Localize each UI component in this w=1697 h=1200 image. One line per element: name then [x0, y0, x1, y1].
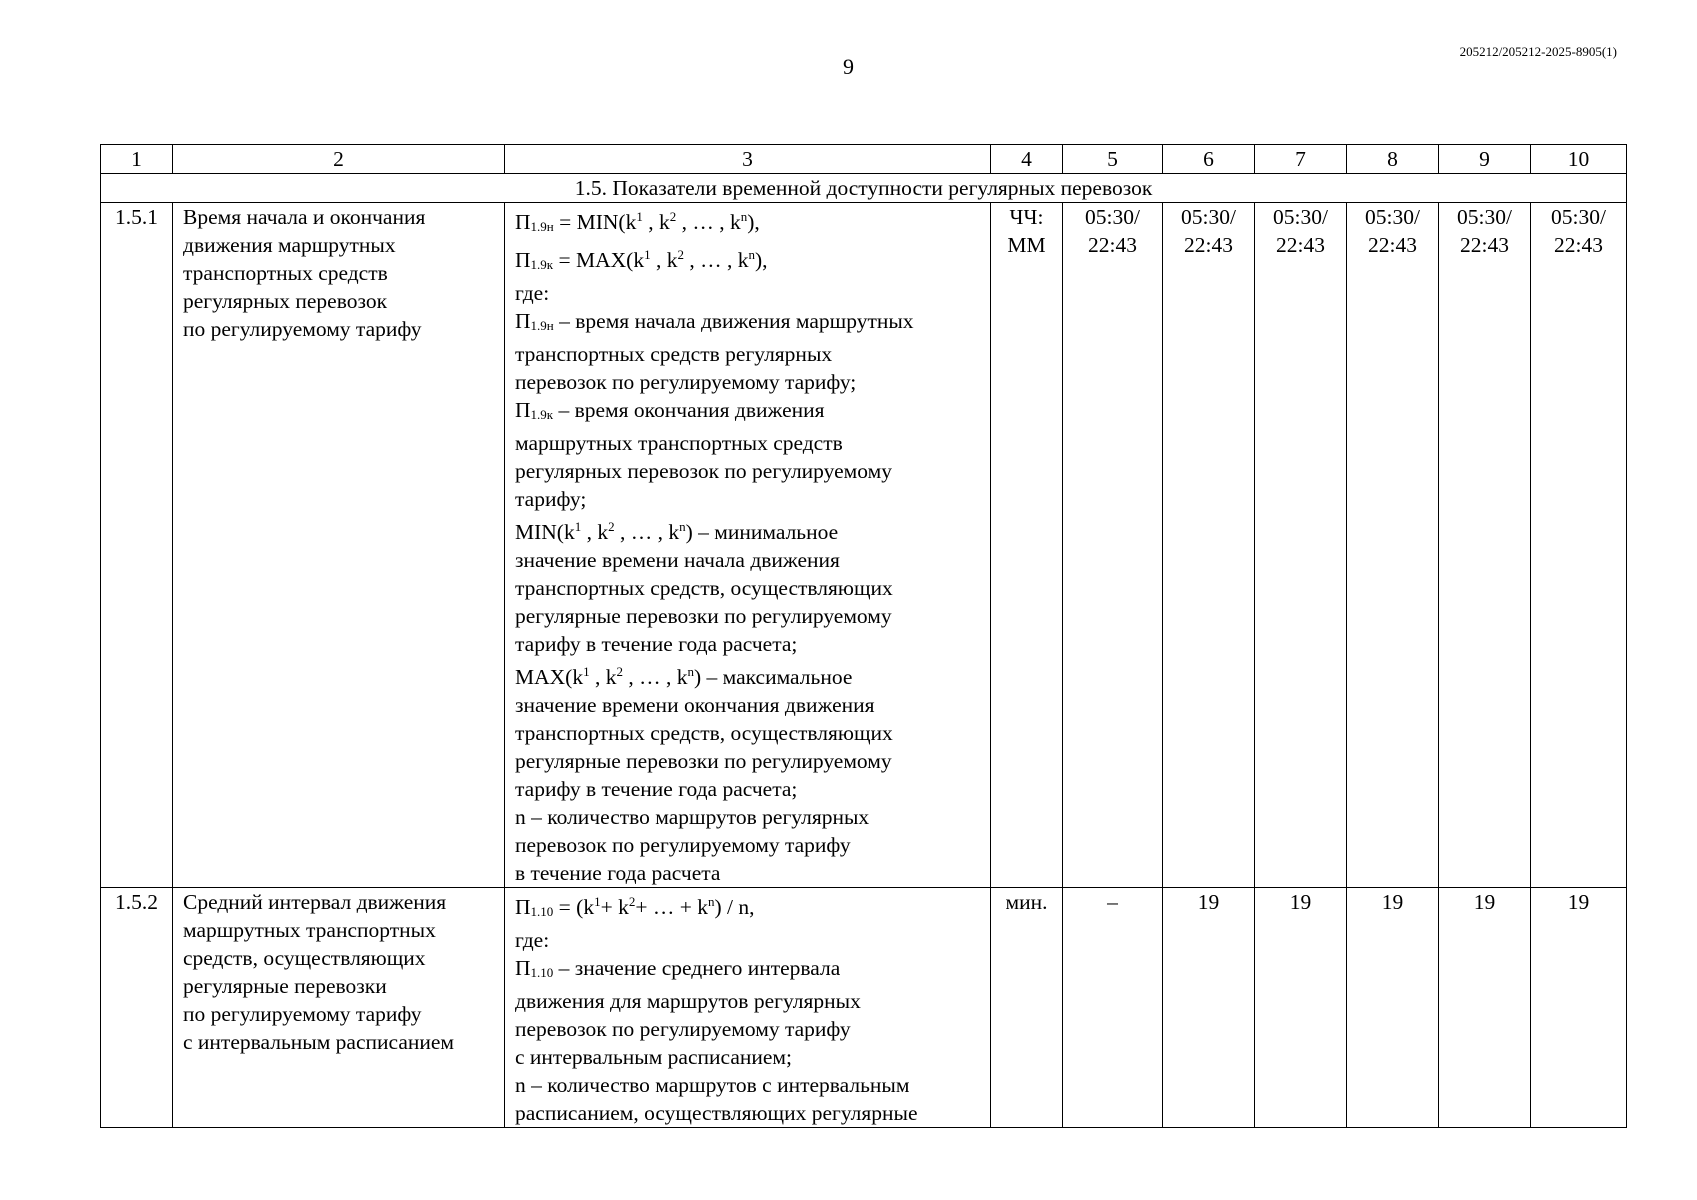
definition-line: перевозок по регулируемому тарифу: [515, 833, 851, 857]
indicator-name: [173, 203, 505, 888]
table-row: [101, 203, 1627, 888]
indicator-name-line: с интервальным расписанием: [183, 1030, 455, 1054]
value-cell: 19: [1163, 888, 1255, 1128]
definition-start: $MIN(k^1$ , $k^2$ , … , $k^n$) – минимальное: [515, 519, 839, 544]
definition-line: движения для маршрутов регулярных: [515, 989, 861, 1013]
calculation-method: [505, 888, 991, 1128]
value-cell: [1531, 203, 1627, 888]
value-line: 05:30/: [1457, 205, 1512, 229]
definition-line: n – количество маршрутов с интервальным: [515, 1073, 910, 1097]
definition-line: тарифу в течение года расчета;: [515, 632, 798, 656]
definition-line: расписанием, осуществляющих регулярные: [515, 1101, 918, 1125]
document-id: 205212/205212-2025-8905(1): [1459, 44, 1617, 59]
column-number: 9: [1439, 145, 1531, 174]
unit: [991, 203, 1063, 888]
column-number-row: [101, 145, 1627, 174]
where-label: где:: [515, 281, 550, 305]
value-cell: [1255, 203, 1347, 888]
definition-line: регулярных перевозок по регулируемому: [515, 459, 892, 483]
indicator-name-line: средств, осуществляющих: [183, 946, 426, 970]
definition-line: значение времени начала движения: [515, 548, 840, 572]
page-number: 9: [843, 54, 854, 79]
unit-line: ММ: [1007, 233, 1046, 257]
indicator-name-line: регулярных перевозок: [183, 289, 388, 313]
value-line: 05:30/: [1551, 205, 1606, 229]
definition-line: перевозок по регулируемому тарифу;: [515, 370, 857, 394]
calculation-method: [505, 203, 991, 888]
definition-start: $MAX(k^1$ , $k^2$ , … , $k^n$) – максимальное: [515, 664, 853, 689]
column-number: 2: [173, 145, 505, 174]
value-line: 22:43: [1460, 233, 1509, 257]
definition-line: регулярные перевозки по регулируемому: [515, 749, 892, 773]
formula-average: $П1.10 = (k^1+ k^2+$ … + $k^n$) / n,: [515, 894, 755, 919]
value-cell: 19: [1347, 888, 1439, 1128]
indicator-name-line: транспортных средств: [183, 261, 388, 285]
indicator-name-line: Время начала и окончания: [183, 205, 426, 229]
definition-line: с интервальным расписанием;: [515, 1045, 793, 1069]
column-number: 10: [1531, 145, 1627, 174]
definition-line: маршрутных транспортных средств: [515, 431, 843, 455]
value-cell: [1163, 203, 1255, 888]
value-line: 05:30/: [1181, 205, 1236, 229]
value-cell: [1347, 203, 1439, 888]
value-line: 22:43: [1088, 233, 1137, 257]
definition-line: в течение года расчета: [515, 861, 721, 885]
definition-line: транспортных средств, осуществляющих: [515, 576, 893, 600]
indicator-name-line: регулярные перевозки: [183, 974, 387, 998]
value-cell: [1063, 203, 1163, 888]
definition-start: П1.9к – время окончания движения: [515, 398, 825, 422]
row-number: 1.5.2: [101, 888, 173, 1128]
row-number: 1.5.1: [101, 203, 173, 888]
value-line: 22:43: [1368, 233, 1417, 257]
section-title: 1.5. Показатели временной доступности регулярных перевозок: [101, 174, 1627, 203]
value-line: 22:43: [1554, 233, 1603, 257]
unit: мин.: [991, 888, 1063, 1128]
unit-line: ЧЧ:: [1009, 205, 1044, 229]
value-line: 05:30/: [1085, 205, 1140, 229]
definition-line: транспортных средств, осуществляющих: [515, 721, 893, 745]
definition-start: П1.9н – время начала движения маршрутных: [515, 309, 914, 333]
indicator-name-line: по регулируемому тарифу: [183, 1002, 422, 1026]
definition-line: транспортных средств регулярных: [515, 342, 833, 366]
section-row: [101, 174, 1627, 203]
formula-max: $П1.9к = MAX(k^1$ , $k^2$ , … , $k^n$),: [515, 247, 768, 272]
indicator-name-line: по регулируемому тарифу: [183, 317, 422, 341]
value-line: 05:30/: [1273, 205, 1328, 229]
value-cell: [1439, 203, 1531, 888]
definition-line: тарифу;: [515, 487, 587, 511]
definition-line: тарифу в течение года расчета;: [515, 777, 798, 801]
indicator-name-line: движения маршрутных: [183, 233, 396, 257]
indicators-table: [100, 144, 1627, 1128]
definition-start: П1.10 – значение среднего интервала: [515, 956, 841, 980]
value-cell: 19: [1531, 888, 1627, 1128]
definition-line: значение времени окончания движения: [515, 693, 875, 717]
column-number: 3: [505, 145, 991, 174]
indicator-name-line: Средний интервал движения: [183, 890, 447, 914]
value-line: 05:30/: [1365, 205, 1420, 229]
definition-line: n – количество маршрутов регулярных: [515, 805, 870, 829]
value-cell: –: [1063, 888, 1163, 1128]
indicator-name-line: маршрутных транспортных: [183, 918, 436, 942]
column-number: 1: [101, 145, 173, 174]
definition-line: перевозок по регулируемому тарифу: [515, 1017, 851, 1041]
column-number: 7: [1255, 145, 1347, 174]
where-label: где:: [515, 928, 550, 952]
value-cell: 19: [1255, 888, 1347, 1128]
table-row: [101, 888, 1627, 1128]
formula-min: $П1.9н = MIN(k^1$ , $k^2$ , … , $k^n$),: [515, 209, 760, 234]
column-number: 6: [1163, 145, 1255, 174]
column-number: 4: [991, 145, 1063, 174]
value-line: 22:43: [1276, 233, 1325, 257]
definition-line: регулярные перевозки по регулируемому: [515, 604, 892, 628]
column-number: 8: [1347, 145, 1439, 174]
value-line: 22:43: [1184, 233, 1233, 257]
indicator-name: [173, 888, 505, 1128]
column-number: 5: [1063, 145, 1163, 174]
value-cell: 19: [1439, 888, 1531, 1128]
